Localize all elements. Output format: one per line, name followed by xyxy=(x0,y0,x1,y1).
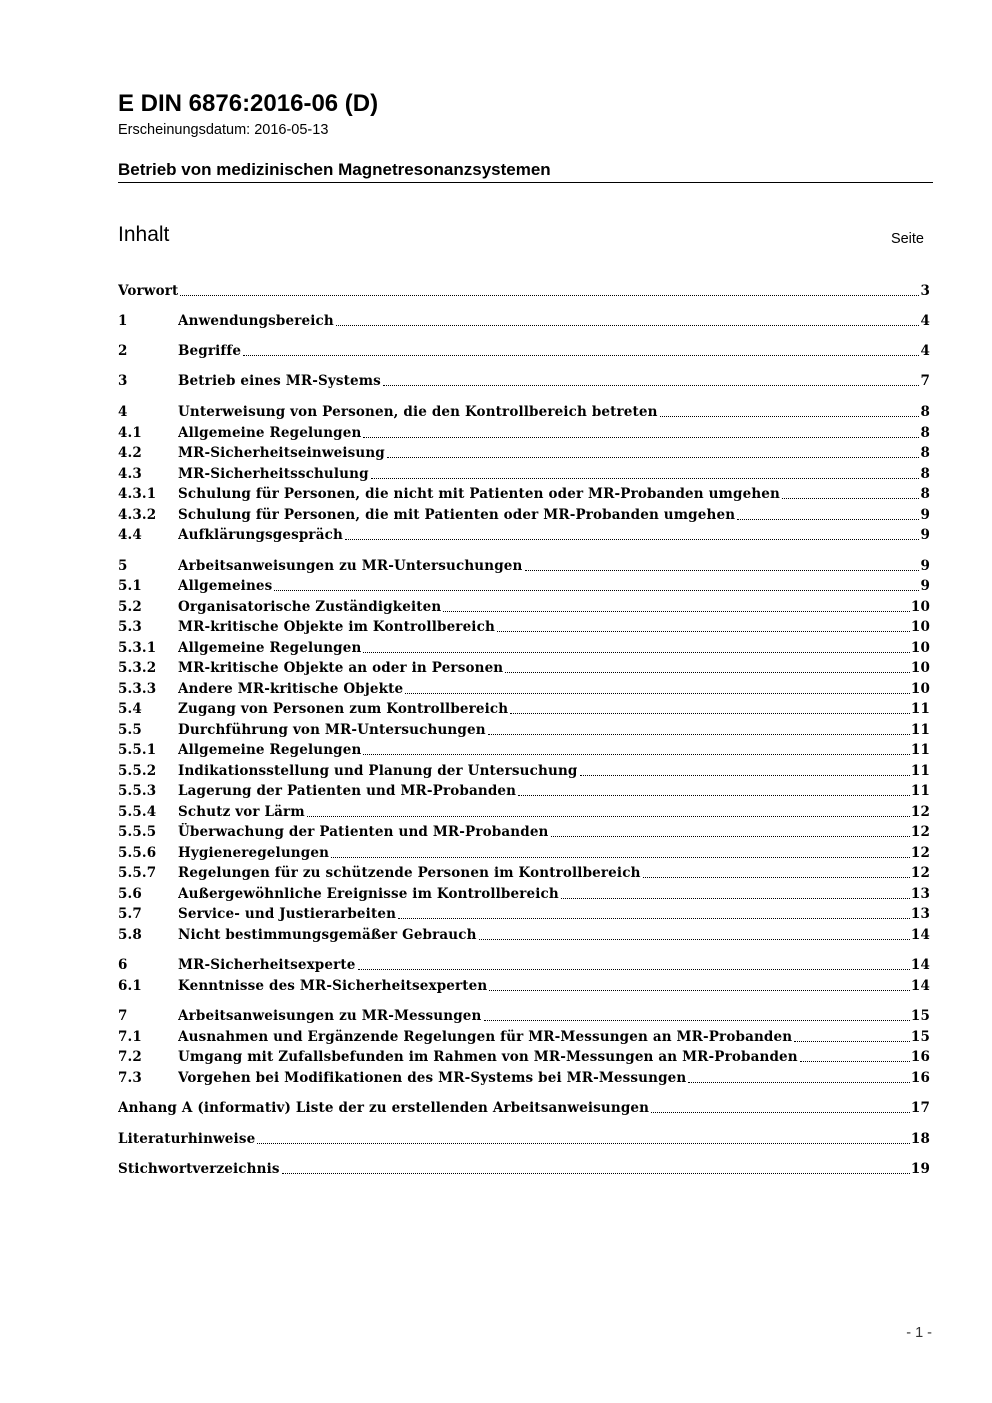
toc-dot-leader xyxy=(505,672,910,673)
toc-entry-number: 5 xyxy=(118,558,128,574)
toc-entry-number: 4.3 xyxy=(118,466,142,482)
toc-entry-page: 11 xyxy=(910,722,930,738)
toc-entry-number: 2 xyxy=(118,343,128,359)
toc-entry-number: 5.5.4 xyxy=(118,804,157,820)
toc-dot-leader xyxy=(782,498,919,499)
toc-entry[interactable] xyxy=(118,903,930,923)
toc-entry-page: 11 xyxy=(910,701,930,717)
toc-entry-number: 5.3 xyxy=(118,619,142,635)
toc-entry[interactable] xyxy=(118,616,930,636)
toc-entry-page: 10 xyxy=(910,640,930,656)
toc-entry-title: Stichwortverzeichnis xyxy=(118,1161,280,1177)
toc-entry-page: 8 xyxy=(920,404,930,420)
toc-entry[interactable] xyxy=(118,504,930,524)
toc-entry-page: 12 xyxy=(910,824,930,840)
toc-entry-number: 5.5.5 xyxy=(118,824,157,840)
toc-entry[interactable] xyxy=(118,657,930,677)
toc-entry-number: 4 xyxy=(118,404,128,420)
toc-entry-title: Vorgehen bei Modifikationen des MR-Systems bei MR-Messungen xyxy=(178,1070,687,1086)
toc-entry-page: 4 xyxy=(920,313,930,329)
toc-entry[interactable] xyxy=(118,924,930,944)
toc-entry[interactable] xyxy=(118,862,930,882)
toc-entry-number: 5.1 xyxy=(118,578,142,594)
toc-entry[interactable] xyxy=(118,1097,930,1117)
toc-entry-page: 17 xyxy=(910,1100,930,1116)
toc-entry-number: 6.1 xyxy=(118,978,142,994)
toc-entry[interactable] xyxy=(118,801,930,821)
toc-entry-title: Anwendungsbereich xyxy=(178,313,334,329)
toc-entry[interactable] xyxy=(118,637,930,657)
toc-entry-page: 7 xyxy=(920,373,930,389)
toc-entry-title: Schutz vor Lärm xyxy=(178,804,305,820)
toc-entry-page: 13 xyxy=(910,886,930,902)
toc-entry-title: MR-Sicherheitsexperte xyxy=(178,957,356,973)
toc-entry-title: Aufklärungsgespräch xyxy=(178,527,343,543)
toc-entry-title: Überwachung der Patienten und MR-Probanden xyxy=(178,824,549,840)
toc-entry[interactable] xyxy=(118,1005,930,1025)
toc-entry-page: 15 xyxy=(910,1029,930,1045)
toc-entry-title: Begriffe xyxy=(178,343,242,359)
toc-entry[interactable] xyxy=(118,821,930,841)
toc-entry-page: 19 xyxy=(910,1161,930,1177)
toc-dot-leader xyxy=(383,385,920,386)
toc-dot-leader xyxy=(180,295,919,296)
toc-entry-page: 3 xyxy=(920,283,930,299)
toc-dot-leader xyxy=(363,437,919,438)
toc-dot-leader xyxy=(307,816,910,817)
toc-entry-number: 5.5.6 xyxy=(118,845,157,861)
toc-entry[interactable] xyxy=(118,422,930,442)
toc-entry-page: 8 xyxy=(920,445,930,461)
toc-entry-title: Umgang mit Zufallsbefunden im Rahmen von MR-Messungen an MR-Probanden xyxy=(178,1049,798,1065)
toc-entry[interactable] xyxy=(118,842,930,862)
toc-entry-number: 4.4 xyxy=(118,527,142,543)
toc-entry-page: 12 xyxy=(910,804,930,820)
toc-dot-leader xyxy=(497,631,910,632)
toc-entry[interactable] xyxy=(118,596,930,616)
toc-entry[interactable] xyxy=(118,1046,930,1066)
toc-entry-title: Schulung für Personen, die mit Patienten oder MR-Probanden umgehen xyxy=(178,507,736,523)
toc-entry[interactable] xyxy=(118,340,930,360)
toc-entry[interactable] xyxy=(118,883,930,903)
toc-entry[interactable] xyxy=(118,975,930,995)
toc-entry[interactable] xyxy=(118,442,930,462)
toc-entry-title: Andere MR-kritische Objekte xyxy=(178,681,404,697)
toc-dot-leader xyxy=(660,416,920,417)
toc-entry-page: 10 xyxy=(910,660,930,676)
toc-entry-title: Hygieneregelungen xyxy=(178,845,330,861)
toc-dot-leader xyxy=(345,539,920,540)
toc-entry-title: Lagerung der Patienten und MR-Probanden xyxy=(178,783,517,799)
footer-page-number: - 1 - xyxy=(906,1325,932,1341)
toc-entry[interactable] xyxy=(118,678,930,698)
toc-dot-leader xyxy=(371,478,920,479)
toc-entry-title: Unterweisung von Personen, die den Kontrollbereich betreten xyxy=(178,404,658,420)
toc-dot-leader xyxy=(580,775,910,776)
toc-dot-leader xyxy=(443,611,910,612)
toc-dot-leader xyxy=(479,939,910,940)
toc-entry-number: 7.3 xyxy=(118,1070,142,1086)
toc-entry-page: 4 xyxy=(920,343,930,359)
toc-heading: Inhalt xyxy=(118,223,170,246)
toc-entry-number: 5.5.2 xyxy=(118,763,157,779)
document-title: Betrieb von medizinischen Magnetresonanzsystemen xyxy=(118,160,551,179)
toc-entry-page: 10 xyxy=(910,619,930,635)
toc-entry-page: 16 xyxy=(910,1049,930,1065)
toc-entry-page: 13 xyxy=(910,906,930,922)
toc-entry-title: MR-Sicherheitsschulung xyxy=(178,466,369,482)
toc-entry-number: 3 xyxy=(118,373,128,389)
toc-entry[interactable] xyxy=(118,954,930,974)
toc-dot-leader xyxy=(282,1173,910,1174)
toc-entry-title: Kenntnisse des MR-Sicherheitsexperten xyxy=(178,978,488,994)
toc-dot-leader xyxy=(561,898,910,899)
toc-entry-title: MR-kritische Objekte an oder in Personen xyxy=(178,660,504,676)
toc-entry[interactable] xyxy=(118,1128,930,1148)
toc-dot-leader xyxy=(525,570,920,571)
toc-entry[interactable] xyxy=(118,698,930,718)
toc-entry-title: Schulung für Personen, die nicht mit Patienten oder MR-Probanden umgehen xyxy=(178,486,780,502)
document-id: E DIN 6876:2016-06 (D) xyxy=(118,90,379,117)
toc-dot-leader xyxy=(363,754,909,755)
toc-entry-page: 11 xyxy=(910,783,930,799)
toc-entry-page: 11 xyxy=(910,763,930,779)
toc-dot-leader xyxy=(551,836,910,837)
toc-entry-number: 5.3.1 xyxy=(118,640,157,656)
toc-dot-leader xyxy=(484,1020,910,1021)
toc-dot-leader xyxy=(331,857,910,858)
toc-entry-page: 8 xyxy=(920,486,930,502)
toc-entry[interactable] xyxy=(118,575,930,595)
toc-entry-title: Arbeitsanweisungen zu MR-Messungen xyxy=(178,1008,482,1024)
toc-dot-leader xyxy=(274,590,919,591)
toc-entry[interactable] xyxy=(118,1026,930,1046)
toc-entry-title: Ausnahmen und Ergänzende Regelungen für MR-Messungen an MR-Probanden xyxy=(178,1029,793,1045)
toc-entry-number: 5.7 xyxy=(118,906,142,922)
toc-entry-title: Zugang von Personen zum Kontrollbereich xyxy=(178,701,509,717)
toc-entry-title: Betrieb eines MR-Systems xyxy=(178,373,381,389)
toc-dot-leader xyxy=(363,652,909,653)
toc-entry-number: 7.2 xyxy=(118,1049,142,1065)
toc-entry-title: Allgemeine Regelungen xyxy=(178,425,362,441)
toc-dot-leader xyxy=(257,1143,910,1144)
publication-date: Erscheinungsdatum: 2016-05-13 xyxy=(118,122,329,138)
toc-entry-number: 5.6 xyxy=(118,886,142,902)
toc-entry-title: Regelungen für zu schützende Personen im Kontrollbereich xyxy=(178,865,641,881)
toc-entry-number: 5.2 xyxy=(118,599,142,615)
toc-dot-leader xyxy=(737,519,919,520)
toc-entry-title: Arbeitsanweisungen zu MR-Untersuchungen xyxy=(178,558,523,574)
toc-entry-number: 5.8 xyxy=(118,927,142,943)
toc-entry-number: 6 xyxy=(118,957,128,973)
toc-dot-leader xyxy=(643,877,910,878)
toc-dot-leader xyxy=(489,990,910,991)
toc-entry-title: Durchführung von MR-Untersuchungen xyxy=(178,722,486,738)
toc-entry[interactable] xyxy=(118,370,930,390)
toc-dot-leader xyxy=(243,355,919,356)
toc-entry[interactable] xyxy=(118,760,930,780)
toc-entry-number: 5.5 xyxy=(118,722,142,738)
toc-dot-leader xyxy=(336,325,920,326)
toc-dot-leader xyxy=(405,693,910,694)
toc-dot-leader xyxy=(398,918,910,919)
toc-entry[interactable] xyxy=(118,780,930,800)
toc-entry-title: Service- und Justierarbeiten xyxy=(178,906,397,922)
toc-entry[interactable] xyxy=(118,483,930,503)
toc-entry-number: 1 xyxy=(118,313,128,329)
toc-entry[interactable] xyxy=(118,1067,930,1087)
toc-entry-title: Nicht bestimmungsgemäßer Gebrauch xyxy=(178,927,477,943)
toc-entry-number: 4.1 xyxy=(118,425,142,441)
toc-entry-title: Literaturhinweise xyxy=(118,1131,256,1147)
toc-entry[interactable] xyxy=(118,463,930,483)
toc-entry-number: 5.5.7 xyxy=(118,865,157,881)
toc-entry-page: 14 xyxy=(910,978,930,994)
toc-entry-number: 4.2 xyxy=(118,445,142,461)
toc-entry-number: 5.4 xyxy=(118,701,142,717)
toc-entry-page: 11 xyxy=(910,742,930,758)
toc-entry-number: 7 xyxy=(118,1008,128,1024)
toc-entry-number: 5.3.2 xyxy=(118,660,157,676)
toc-entry-title: MR-Sicherheitseinweisung xyxy=(178,445,385,461)
toc-entry-title: MR-kritische Objekte im Kontrollbereich xyxy=(178,619,495,635)
toc-entry-page: 14 xyxy=(910,957,930,973)
toc-entry[interactable] xyxy=(118,401,930,421)
toc-dot-leader xyxy=(800,1061,910,1062)
toc-entry[interactable] xyxy=(118,1158,930,1178)
toc-entry-page: 10 xyxy=(910,681,930,697)
toc-dot-leader xyxy=(488,734,910,735)
toc-entry-number: 4.3.1 xyxy=(118,486,157,502)
toc-entry[interactable] xyxy=(118,280,930,300)
toc-entry-page: 12 xyxy=(910,845,930,861)
toc-entry-page: 9 xyxy=(920,578,930,594)
toc-entry-title: Außergewöhnliche Ereignisse im Kontrollbereich xyxy=(178,886,559,902)
toc-entry-number: 5.5.1 xyxy=(118,742,157,758)
toc-entry[interactable] xyxy=(118,739,930,759)
toc-entry-page: 8 xyxy=(920,425,930,441)
toc-entry-page: 9 xyxy=(920,558,930,574)
toc-entry-page: 12 xyxy=(910,865,930,881)
page-column-label: Seite xyxy=(890,231,924,247)
toc-entry-page: 10 xyxy=(910,599,930,615)
toc-dot-leader xyxy=(794,1041,910,1042)
toc-entry[interactable] xyxy=(118,719,930,739)
toc-entry-page: 16 xyxy=(910,1070,930,1086)
toc-entry-title: Organisatorische Zuständigkeiten xyxy=(178,599,442,615)
toc-entry-title: Allgemeine Regelungen xyxy=(178,640,362,656)
toc-entry-title: Vorwort xyxy=(118,283,179,299)
toc-entry-page: 9 xyxy=(920,507,930,523)
toc-entry-page: 14 xyxy=(910,927,930,943)
toc-entry-page: 9 xyxy=(920,527,930,543)
toc-entry[interactable] xyxy=(118,310,930,330)
toc-entry-title: Allgemeine Regelungen xyxy=(178,742,362,758)
toc-entry-page: 15 xyxy=(910,1008,930,1024)
toc-dot-leader xyxy=(518,795,910,796)
toc-entry-page: 8 xyxy=(920,466,930,482)
toc-entry-title: Allgemeines xyxy=(178,578,273,594)
toc-entry[interactable] xyxy=(118,555,930,575)
toc-dot-leader xyxy=(387,457,920,458)
toc-entry-number: 4.3.2 xyxy=(118,507,157,523)
toc-dot-leader xyxy=(358,969,910,970)
toc-entry-number: 5.5.3 xyxy=(118,783,157,799)
toc-dot-leader xyxy=(651,1112,910,1113)
toc-entry-page: 18 xyxy=(910,1131,930,1147)
toc-entry-number: 5.3.3 xyxy=(118,681,157,697)
toc-entry-title: Indikationsstellung und Planung der Untersuchung xyxy=(178,763,578,779)
toc-entry-title: Anhang A (informativ) Liste der zu erstellenden Arbeitsanweisungen xyxy=(118,1100,650,1116)
toc-dot-leader xyxy=(510,713,910,714)
toc-dot-leader xyxy=(688,1082,910,1083)
toc-entry-number: 7.1 xyxy=(118,1029,142,1045)
toc-entry[interactable] xyxy=(118,524,930,544)
